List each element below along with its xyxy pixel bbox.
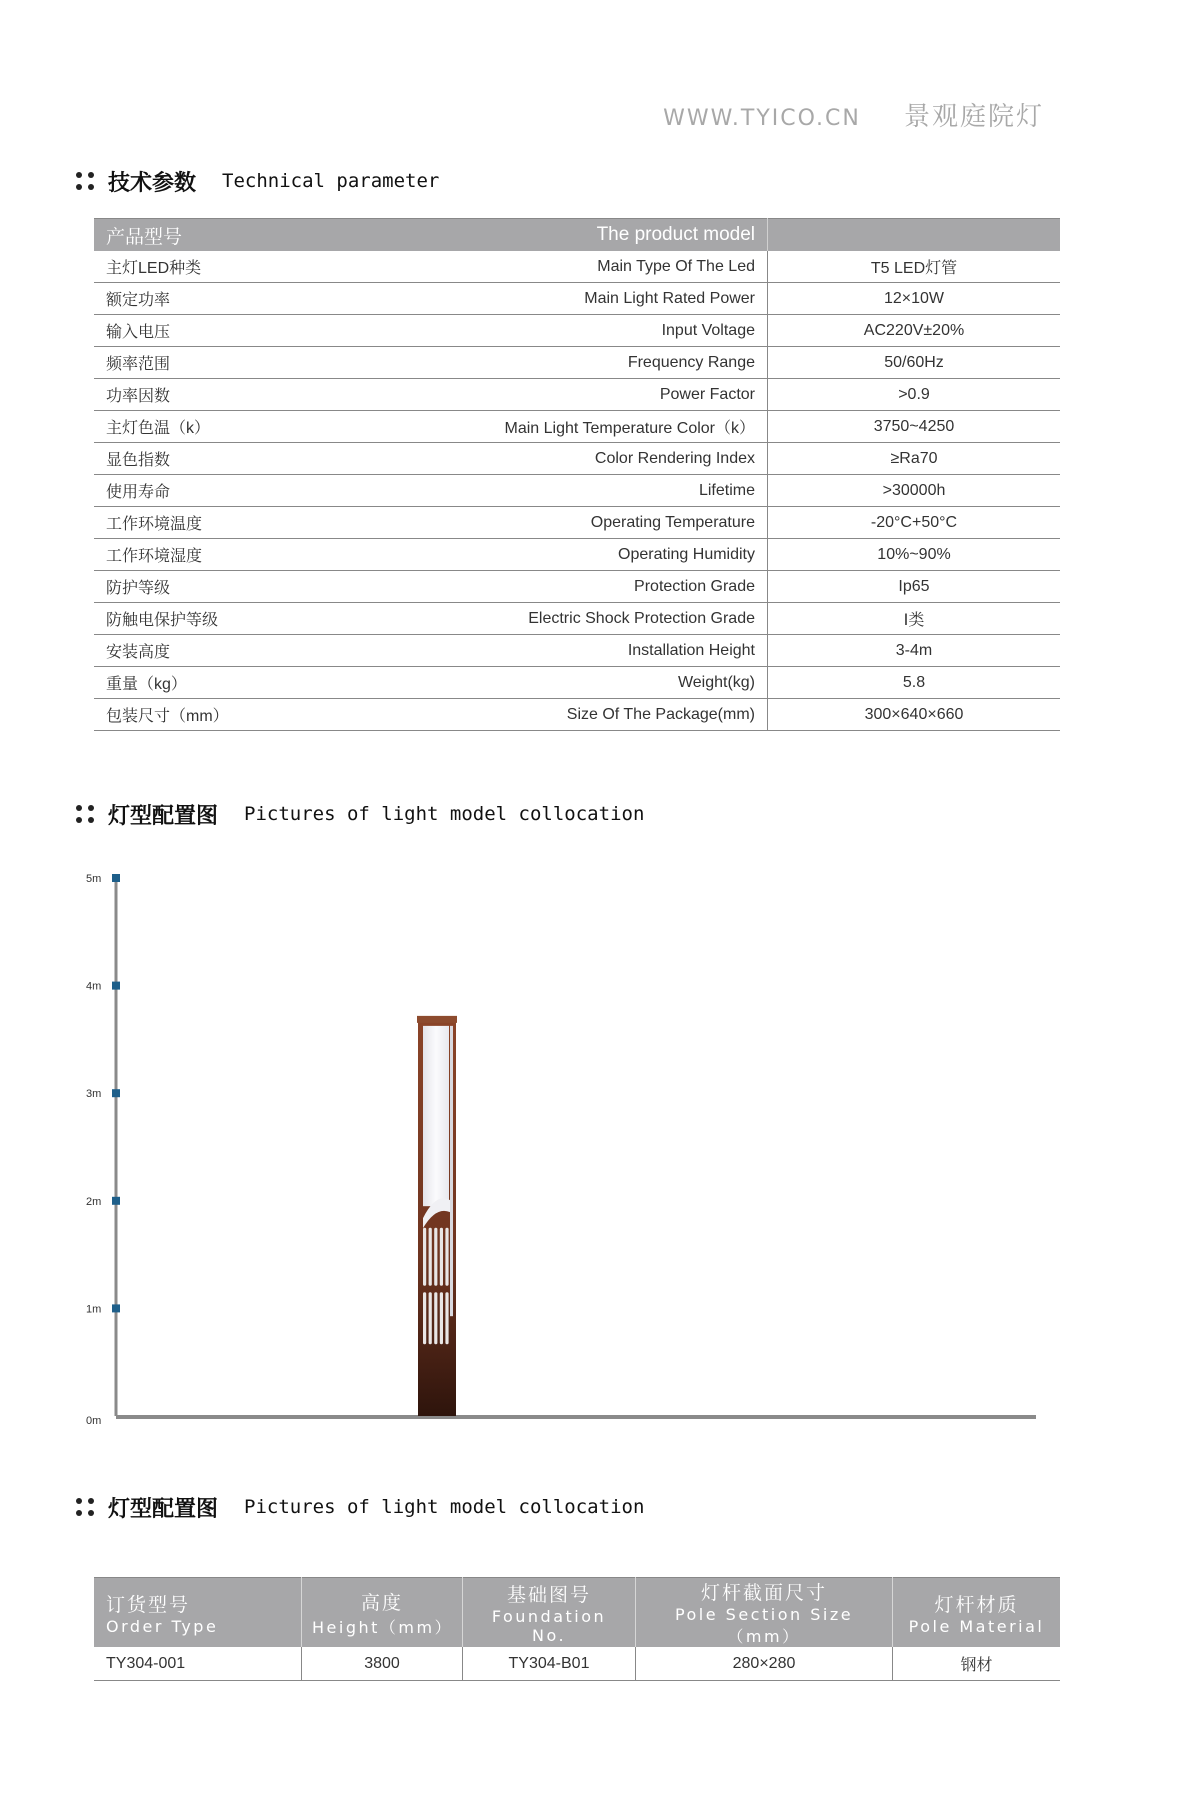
param-name-cn: 功率因数: [94, 379, 418, 411]
table-row: [94, 699, 1060, 731]
param-name-cn: 主灯LED种类: [94, 251, 418, 283]
param-value: 50/60Hz: [768, 347, 1061, 379]
param-name-cn: 防护等级: [94, 571, 418, 603]
param-name-cn: 重量（kg）: [94, 667, 418, 699]
param-name-cn: 安装高度: [94, 635, 418, 667]
param-name-en: Lifetime: [418, 475, 768, 507]
table-row: [94, 443, 1060, 475]
param-name-cn: 防触电保护等级: [94, 603, 418, 635]
header-cn: 产品型号: [94, 219, 418, 252]
param-name-en: Protection Grade: [418, 571, 768, 603]
pole-material-cell: 钢材: [893, 1647, 1061, 1681]
param-name-en: Installation Height: [418, 635, 768, 667]
param-value: T5 LED灯管: [768, 251, 1061, 283]
param-value: -20°C+50°C: [768, 507, 1061, 539]
param-value: 10%~90%: [768, 539, 1061, 571]
param-value: >30000h: [768, 475, 1061, 507]
param-value: 5.8: [768, 667, 1061, 699]
param-name-cn: 主灯色温（k）: [94, 411, 418, 443]
param-name-en: Electric Shock Protection Grade: [418, 603, 768, 635]
height-axis: [86, 873, 1036, 1427]
param-name-en: Size Of The Package(mm): [418, 699, 768, 731]
table-row: [94, 603, 1060, 635]
order-type-cell: TY304-001: [94, 1647, 302, 1681]
order-header-height: 高度 Height（mm）: [302, 1578, 463, 1648]
param-value: AC220V±20%: [768, 315, 1061, 347]
slat-window: [445, 1228, 448, 1286]
header-value: [768, 219, 1061, 252]
tick-marker: [112, 1089, 120, 1097]
param-name-cn: 使用寿命: [94, 475, 418, 507]
tick-marker: [112, 1304, 120, 1312]
product-category: 景观庭院灯: [903, 101, 1044, 131]
lamp-height-scale-diagram: [76, 868, 1076, 1428]
section-title-cn: 灯型配置图: [108, 1495, 219, 1521]
table-row: [94, 667, 1060, 699]
table-row: [94, 283, 1060, 315]
tick-label: 3m: [86, 1088, 102, 1101]
param-name-en: Operating Humidity: [418, 539, 768, 571]
section-title-cn: 技术参数: [108, 169, 197, 195]
table-row: [94, 379, 1060, 411]
tick-marker: [112, 874, 120, 882]
param-name-en: Frequency Range: [418, 347, 768, 379]
section-title-cn: 灯型配置图: [108, 802, 219, 828]
technical-parameter-table: [94, 218, 1060, 731]
tick-label: 1m: [86, 1303, 102, 1316]
bullet-dots-icon: [76, 1497, 94, 1517]
param-name-en: Power Factor: [418, 379, 768, 411]
bullet-dots-icon: [76, 171, 94, 191]
foundation-no-cell: TY304-B01: [463, 1647, 636, 1681]
pole-cap: [417, 1016, 457, 1023]
param-name-en: Main Light Rated Power: [418, 283, 768, 315]
slat-window: [429, 1228, 432, 1286]
order-header-pole-section: 灯杆截面尺寸 Pole Section Size（mm）: [636, 1578, 893, 1648]
table-row: [94, 1647, 1060, 1681]
section-title-en: Technical parameter: [222, 170, 440, 192]
param-value: 3-4m: [768, 635, 1061, 667]
lamp-pole-illustration: [417, 1016, 457, 1416]
param-value: 300×640×660: [768, 699, 1061, 731]
slat-window: [423, 1292, 426, 1344]
pole-section-cell: 280×280: [636, 1647, 893, 1681]
table-row: [94, 539, 1060, 571]
tick-marker: [112, 1197, 120, 1205]
bullet-dots-icon: [76, 804, 94, 824]
slat-window: [445, 1292, 448, 1344]
order-header-order-type: 订货型号 Order Type: [94, 1578, 302, 1648]
param-name-cn: 额定功率: [94, 283, 418, 315]
light-panel: [423, 1026, 449, 1206]
slat-window: [429, 1292, 432, 1344]
height-cell: 3800: [302, 1647, 463, 1681]
slat-window: [434, 1228, 437, 1286]
section-title-technical: [76, 166, 439, 196]
slat-window: [440, 1228, 443, 1286]
pole-side-frame: [450, 1026, 453, 1316]
header-en: The product model: [418, 219, 768, 252]
param-name-en: Main Type Of The Led: [418, 251, 768, 283]
table-row: [94, 475, 1060, 507]
param-value: ≥Ra70: [768, 443, 1061, 475]
param-name-en: Weight(kg): [418, 667, 768, 699]
table-header-row: [94, 219, 1060, 252]
table-row: [94, 251, 1060, 283]
section-title-en: Pictures of light model collocation: [244, 1496, 645, 1518]
tick-label: 0m: [86, 1415, 102, 1427]
table-row: [94, 347, 1060, 379]
param-name-cn: 工作环境湿度: [94, 539, 418, 571]
param-name-en: Input Voltage: [418, 315, 768, 347]
section-title-order: [76, 1492, 644, 1522]
param-name-en: Color Rendering Index: [418, 443, 768, 475]
table-row: [94, 571, 1060, 603]
order-header-foundation: 基础图号 Foundation No.: [463, 1578, 636, 1648]
brand-header: [544, 96, 1044, 133]
website-url[interactable]: WWW.TYICO.CN: [663, 106, 861, 131]
section-title-collocation: [76, 799, 644, 829]
param-value: >0.9: [768, 379, 1061, 411]
param-name-cn: 显色指数: [94, 443, 418, 475]
tick-label: 4m: [86, 980, 102, 993]
param-value: 3750~4250: [768, 411, 1061, 443]
tick-label: 2m: [86, 1195, 102, 1208]
param-name-cn: 包装尺寸（mm）: [94, 699, 418, 731]
order-header-row: [94, 1578, 1060, 1648]
table-row: [94, 315, 1060, 347]
param-name-cn: 工作环境温度: [94, 507, 418, 539]
param-name-cn: 输入电压: [94, 315, 418, 347]
order-header-pole-material: 灯杆材质 Pole Material: [893, 1578, 1061, 1648]
section-title-en: Pictures of light model collocation: [244, 803, 645, 825]
tick-label: 5m: [86, 873, 102, 885]
slat-window: [434, 1292, 437, 1344]
table-row: [94, 507, 1060, 539]
param-name-en: Main Light Temperature Color（k）: [418, 411, 768, 443]
table-row: [94, 411, 1060, 443]
table-row: [94, 635, 1060, 667]
param-value: Ⅰ类: [768, 603, 1061, 635]
slat-window: [423, 1228, 426, 1286]
param-name-cn: 频率范围: [94, 347, 418, 379]
tick-marker: [112, 982, 120, 990]
slat-window: [440, 1292, 443, 1344]
param-value: Ip65: [768, 571, 1061, 603]
order-table: [94, 1577, 1060, 1681]
param-value: 12×10W: [768, 283, 1061, 315]
param-name-en: Operating Temperature: [418, 507, 768, 539]
